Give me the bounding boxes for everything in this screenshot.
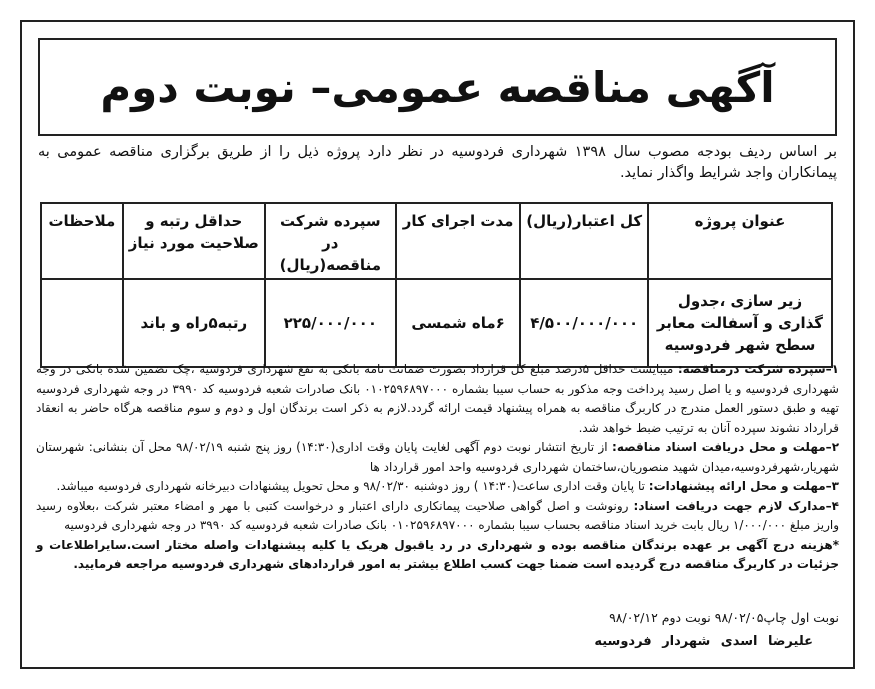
cell-project-title: زیر سازی ،جدول گذاری و آسفالت معابر سطح شهر فردوسیه (648, 279, 832, 367)
term-text: از تاریخ انتشار نوبت دوم آگهی لغایت پایان وقت اداری(۱۴:۳۰) روز پنج شنبه ۹۸/۰۲/۱۹ محل آن بنشانی: شهرستان شهریار،شهرفردوسیه،میدان شهید منصوریان،ساختمان شهرداری فردوسیه واحد امور قرارداد ها (36, 440, 839, 474)
table-header-row (41, 203, 832, 279)
term-label: ۱–سپرده شرکت درمناقصه: (677, 362, 839, 376)
term-item (36, 438, 839, 477)
term-item (36, 497, 839, 536)
term-note-text: *هزینه درج آگهی بر عهده برندگان مناقصه بوده و شهرداری در رد یاقبول هریک یا کلیه پیشنهادات واصله مختار است.سایراطلاعات و جزئیات در کاربرگ مناقصه درج گردیده است ضمنا جهت کسب اطلاع بیشتر به امور قراردادهای شهرداری فردوسیه مراجعه فرمایید. (36, 537, 839, 571)
signature: علیرضا اسدی شهردار فردوسیه (594, 634, 813, 649)
header-remarks: ملاحظات (41, 203, 123, 279)
term-label: ۴–مدارک لازم جهت دریافت اسناد: (633, 498, 839, 513)
term-label: ۳–مهلت و محل ارائه پیشنهادات: (648, 479, 839, 493)
header-duration: مدت اجرای کار (396, 203, 521, 279)
header-deposit: سپرده شرکت در مناقصه(ریال) (265, 203, 396, 279)
notice-title: آگهی مناقصه عمومی– نوبت دوم (100, 62, 775, 112)
table-row (41, 279, 832, 367)
term-label: ۲–مهلت و محل دریافت اسناد مناقصه: (612, 440, 840, 454)
publication-dates: نوبت اول چاپ۹۸/۰۲/۰۵ نوبت دوم ۹۸/۰۲/۱۲ (609, 610, 839, 625)
intro-paragraph: بر اساس ردیف بودجه مصوب سال ۱۳۹۸ شهرداری فردوسیه در نظر دارد پروژه ذیل را از طریق برگزاری مناقصه عمومی به پیمانکاران واجد شرایط واگذار نماید. (38, 144, 837, 181)
term-text: رونوشت و اصل گواهی صلاحیت پیمانکاری دارای اعتبار و درخواست کتبی با مهر و امضاء معتبر شرکت ،بعلاوه رسید واریز مبلغ ۱/۰۰۰/۰۰۰ ریال بابت خرید اسناد مناقصه بحساب سیبا بشماره ۰۱۰۲۵۹۶۸۹۷۰۰۰ بانک صادرات شعبه فردوسیه کد ۳۹۹۰ در وجه شهرداری فردوسیه (36, 498, 839, 532)
cell-min-grade: رتبه۵راه و باند (123, 279, 265, 367)
header-min-grade: حداقل رتبه و صلاحیت مورد نیاز (123, 203, 265, 279)
header-project-title: عنوان پروژه (648, 203, 832, 279)
project-table (40, 202, 833, 368)
title-box (38, 38, 837, 136)
cell-duration: ۶ماه شمسی (396, 279, 521, 367)
cell-remarks (41, 279, 123, 367)
terms-section (36, 360, 839, 575)
notice-frame (20, 20, 855, 669)
term-note (36, 536, 839, 575)
header-total-budget: کل اعتبار(ریال) (520, 203, 647, 279)
term-text: تا پایان وقت اداری ساعت(۱۴:۳۰ ) روز دوشنبه ۹۸/۰۲/۳۰ و محل تحویل پیشنهادات دبیرخانه شهرداری فردوسیه میباشد. (56, 479, 649, 493)
term-item (36, 360, 839, 438)
term-text: میبایست حداقل ۵درصد مبلغ کل قرارداد بصورت ضمانت نامه بانکی به نفع شهرداری فردوسیه ،چک تضمین شده بانکی در وجه شهرداری فردوسیه و یا اصل رسید پرداخت وجه مذکور به حساب سیبا بشماره ۰۱۰۲۵۹۶۸۹۷۰۰۰ بانک صادرات شعبه فردوسیه کد ۳۹۹۰ در وجه شهرداری فردوسیه تهیه و طبق دستور العمل مندرج در کاربرگ مناقصه به همراه پیشنهاد قیمت ارائه گردد.لازم به ذکر است برندگان اول و دوم و سوم مناقصه هرگاه حاضر به انعقاد قرارداد نشوند سپرده آنان به ترتیب ضبط خواهد شد. (36, 362, 839, 435)
cell-total-budget: ۴/۵۰۰/۰۰۰/۰۰۰ (520, 279, 647, 367)
cell-deposit: ۲۲۵/۰۰۰/۰۰۰ (265, 279, 396, 367)
term-item (36, 477, 839, 497)
